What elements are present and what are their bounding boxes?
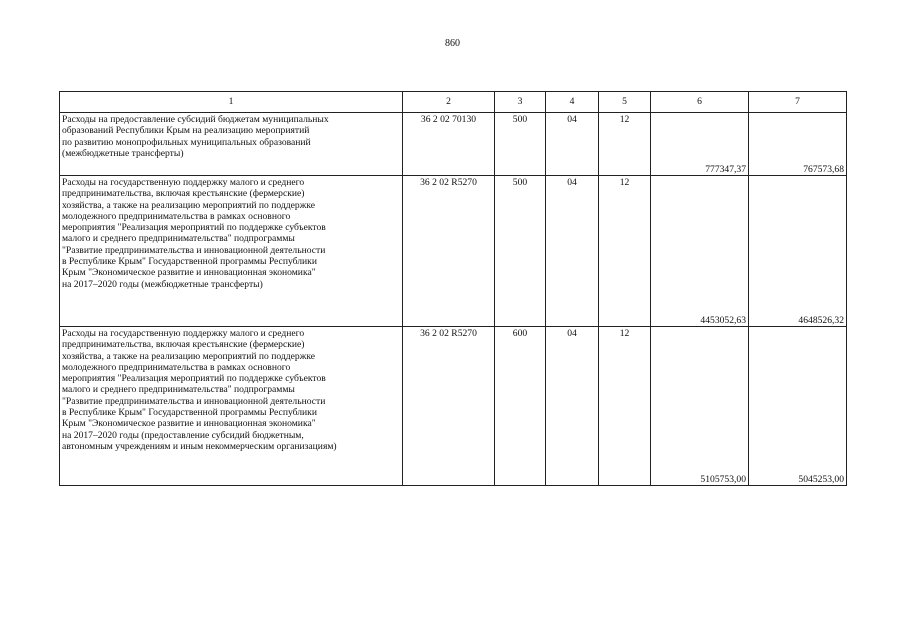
column-header-2: 2 [403, 92, 495, 113]
row-amount-col6: 4453052,63 [651, 176, 749, 327]
table-header-row [60, 92, 847, 113]
description-line: образований Республики Крым на реализацию мероприятий [62, 125, 310, 137]
column-header-3: 3 [495, 92, 546, 113]
description-line: "Развитие предпринимательства и инновационной деятельности [62, 395, 326, 407]
description-line: Расходы на государственную поддержку малого и среднего [62, 328, 305, 339]
row-description [60, 113, 403, 176]
column-header-4: 4 [546, 92, 599, 113]
row-description [60, 176, 403, 327]
row-expense-type: 500 [495, 113, 546, 176]
row-subsection: 12 [599, 113, 651, 176]
description-line: молодежного предпринимательства в рамках основного [62, 361, 291, 373]
description-line: "Развитие предпринимательства и инновационной деятельности [62, 244, 326, 256]
description-line: хозяйства, а также на реализацию мероприятий по поддержке [62, 350, 315, 362]
row-description [60, 327, 403, 486]
column-header-1: 1 [60, 92, 403, 113]
row-budget-code: 36 2 02 R5270 [403, 176, 495, 327]
row-amount-col7: 767573,68 [749, 113, 847, 176]
description-line: малого и среднего предпринимательства" подпрограммы [62, 233, 295, 245]
description-line: на 2017–2020 годы (межбюджетные трансферты) [62, 278, 263, 290]
row-section: 04 [546, 327, 599, 486]
table-row [60, 327, 847, 486]
description-line: Расходы на предоставление субсидий бюджетам муниципальных [62, 114, 329, 125]
table-row [60, 176, 847, 327]
description-line: Расходы на государственную поддержку малого и среднего [62, 177, 305, 188]
description-line: предпринимательства, включая крестьянские (фермерские) [62, 339, 305, 351]
description-line: по развитию монопрофильных муниципальных образований [62, 136, 311, 148]
row-amount-col6: 777347,37 [651, 113, 749, 176]
description-line: в Республике Крым" Государственной программы Республики [62, 256, 317, 268]
row-subsection: 12 [599, 327, 651, 486]
column-header-7: 7 [749, 92, 847, 113]
description-line: на 2017–2020 годы (предоставление субсидий бюджетным, [62, 429, 304, 441]
row-expense-type: 600 [495, 327, 546, 486]
description-line: в Республике Крым" Государственной программы Республики [62, 407, 317, 419]
description-line: мероприятия "Реализация мероприятий по поддержке субъектов [62, 222, 326, 234]
row-amount-col7: 4648526,32 [749, 176, 847, 327]
row-amount-col6: 5105753,00 [651, 327, 749, 486]
description-line: автономным учреждениям и иным некоммерческим организациям) [62, 440, 337, 452]
row-section: 04 [546, 113, 599, 176]
row-expense-type: 500 [495, 176, 546, 327]
description-line: (межбюджетные трансферты) [62, 147, 184, 159]
description-line: хозяйства, а также на реализацию мероприятий по поддержке [62, 199, 315, 211]
description-line: Крым "Экономическое развитие и инновационная экономика" [62, 267, 316, 279]
description-line: молодежного предпринимательства в рамках основного [62, 210, 291, 222]
description-line: мероприятия "Реализация мероприятий по поддержке субъектов [62, 373, 326, 385]
column-header-5: 5 [599, 92, 651, 113]
column-header-6: 6 [651, 92, 749, 113]
description-line: малого и среднего предпринимательства" подпрограммы [62, 384, 295, 396]
table-row [60, 113, 847, 176]
row-section: 04 [546, 176, 599, 327]
description-line: предпринимательства, включая крестьянские (фермерские) [62, 188, 305, 200]
row-budget-code: 36 2 02 R5270 [403, 327, 495, 486]
budget-table [59, 91, 847, 486]
page-number: 860 [445, 38, 460, 49]
description-line: Крым "Экономическое развитие и инновационная экономика" [62, 418, 316, 430]
row-subsection: 12 [599, 176, 651, 327]
row-budget-code: 36 2 02 70130 [403, 113, 495, 176]
row-amount-col7: 5045253,00 [749, 327, 847, 486]
